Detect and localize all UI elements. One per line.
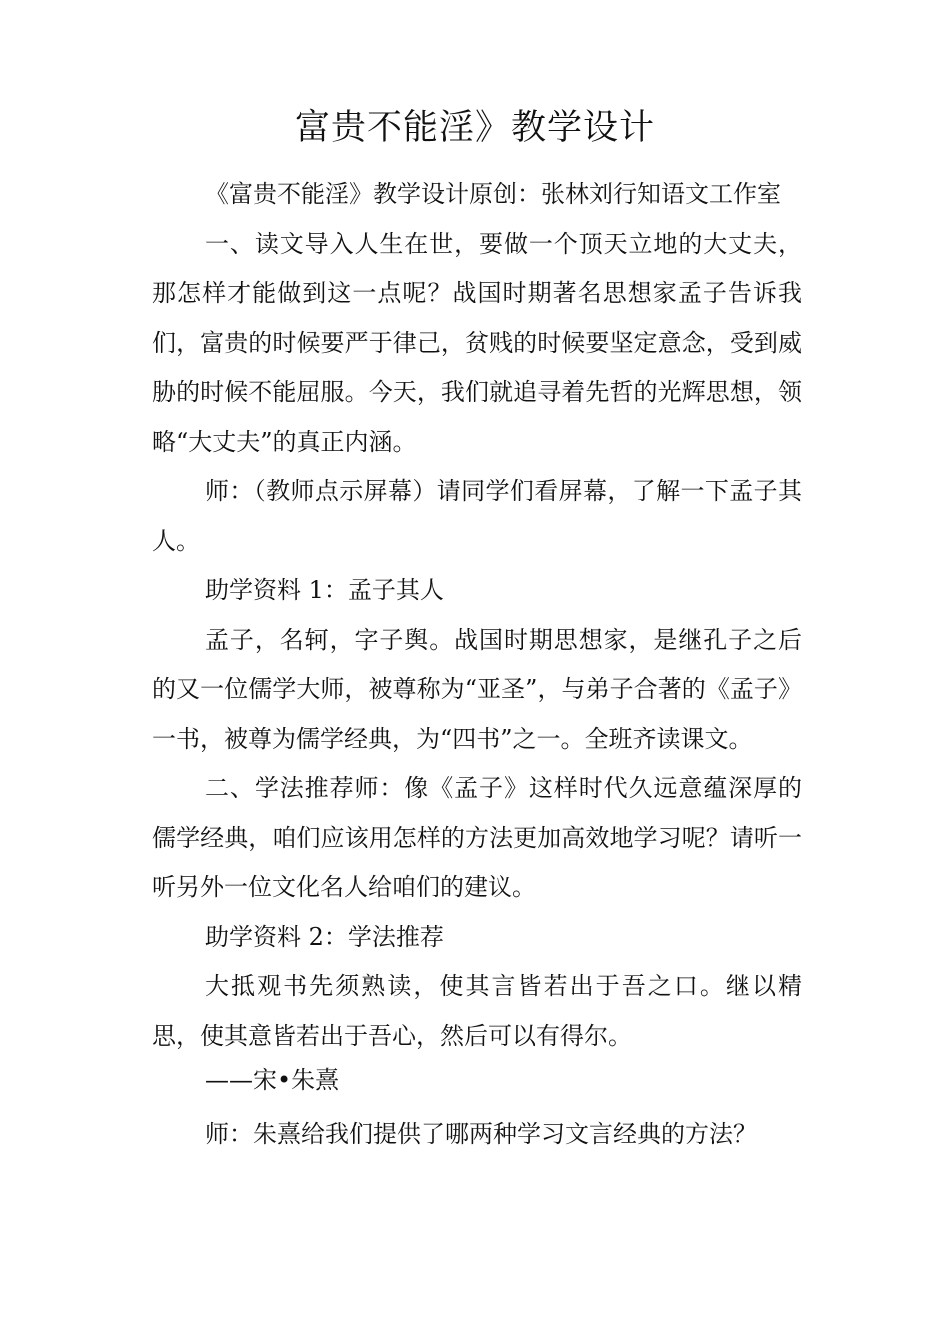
paragraph-material-1-heading: 助学资料 1：孟子其人 (205, 576, 444, 604)
paragraph-introduction: 一、读文导入人生在世，要做一个顶天立地的大丈夫，那怎样才能做到这一点呢？战国时期著名思想家孟子告诉我们，富贵的时候要严于律己，贫贱的时候要坚定意念，受到威胁的时候不能屈服。今天，我们就追寻着先哲的光辉思想，领略“大丈夫”的真正内涵。 (152, 229, 802, 456)
paragraph-teacher-prompt: 师：（教师点示屏幕）请同学们看屏幕，了解一下孟子其人。 (152, 477, 802, 555)
paragraph-study-method: 二、学法推荐师：像《孟子》这样时代久远意蕴深厚的儒学经典，咱们应该用怎样的方法更加高效地学习呢？请听一听另外一位文化名人给咱们的建议。 (152, 774, 802, 901)
document-body (152, 170, 802, 1160)
paragraph-zhuxi-quote: 大抵观书先须熟读，使其言皆若出于吾之口。继以精思，使其意皆若出于吾心，然后可以有得尔。 (152, 972, 802, 1050)
paragraph-header-line: 《富贵不能淫》教学设计原创：张林刘行知语文工作室 (205, 180, 781, 208)
paragraph-material-2-heading: 助学资料 2：学法推荐 (205, 922, 444, 951)
quote-attribution: ——宋•朱熹 (205, 1066, 340, 1094)
paragraph-mencius-bio: 孟子，名轲，字子舆。战国时期思想家，是继孔子之后的又一位儒学大师，被尊称为“亚圣”，与弟子合著的《孟子》一书，被尊为儒学经典，为“四书”之一。全班齐读课文。 (152, 625, 802, 753)
document-title: 富贵不能淫》教学设计 (294, 108, 655, 148)
paragraph-teacher-question: 师：朱熹给我们提供了哪两种学习文言经典的方法？ (205, 1120, 757, 1148)
